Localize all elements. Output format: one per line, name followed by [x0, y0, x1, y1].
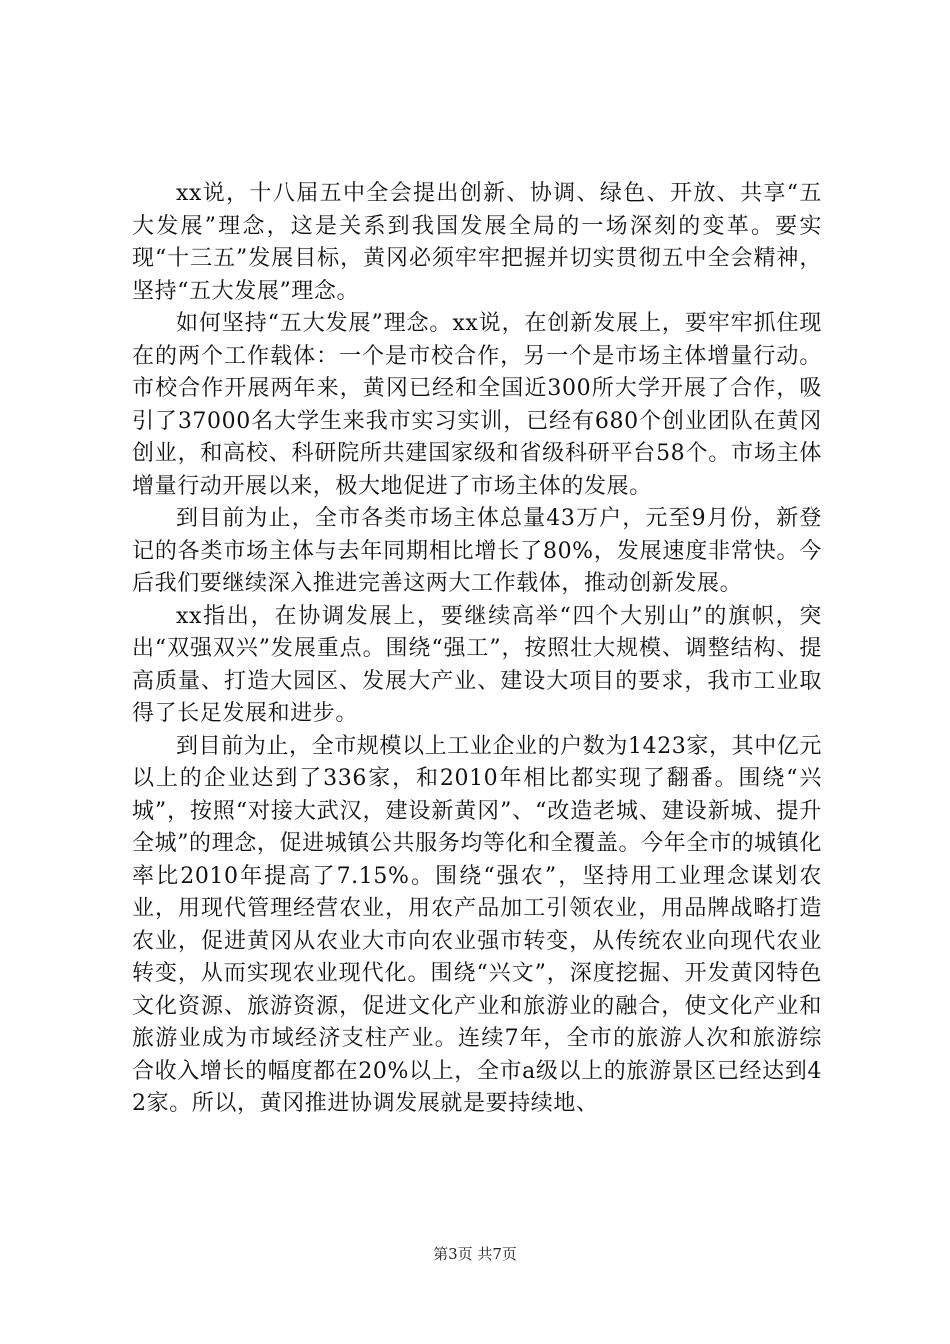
page-number-footer: 第3页 共7页: [433, 1245, 517, 1263]
paragraph: xx说，十八届五中全会提出创新、协调、绿色、开放、共享“五大发展”理念，这是关系到我国发展全局的一场深刻的变革。要实现“十三五”发展目标，黄冈必须牢牢把握并切实贯彻五中全会精神，坚持“五大发展”理念。: [132, 181, 822, 304]
paragraph: 如何坚持“五大发展”理念。xx说，在创新发展上，要牢牢抓住现在的两个工作载体：一个是市校合作，另一个是市场主体增量行动。市校合作开展两年来，黄冈已经和全国近300所大学开展了合作，吸引了37000名大学生来我市实习实训，已经有680个创业团队在黄冈创业，和高校、科研院所共建国家级和省级科研平台58个。市场主体增量行动开展以来，极大地促进了市场主体的发展。: [132, 311, 822, 499]
document-body: [132, 178, 822, 1121]
paragraph: xx指出，在协调发展上，要继续高举“四个大别山”的旗帜，突出“双强双兴”发展重点。围绕“强工”，按照壮大规模、调整结构、提高质量、打造大园区、发展大产业、建设大项目的要求，我市工业取得了长足发展和进步。: [132, 603, 822, 726]
paragraph: 到目前为止，全市规模以上工业企业的户数为1423家，其中亿元以上的企业达到了336家，和2010年相比都实现了翻番。围绕“兴城”，按照“对接大武汉，建设新黄冈”、“改造老城、建设新城、提升全城”的理念，促进城镇公共服务均等化和全覆盖。今年全市的城镇化率比2010年提高了7.15%。围绕“强农”，坚持用工业理念谋划农业，用现代管理经营农业，用农产品加工引领农业，用品牌战略打造农业，促进黄冈从农业大市向农业强市转变，从传统农业向现代农业转变，从而实现农业现代化。围绕“兴文”，深度挖掘、开发黄冈特色文化资源、旅游资源，促进文化产业和旅游业的融合，使文化产业和旅游业成为市域经济支柱产业。连续7年，全市的旅游人次和旅游综合收入增长的幅度都在20%以上，全市a级以上的旅游景区已经达到42家。所以，黄冈推进协调发展就是要持续地、: [132, 733, 822, 1116]
paragraph: 到目前为止，全市各类市场主体总量43万户，元至9月份，新登记的各类市场主体与去年同期相比增长了80%，发展速度非常快。今后我们要继续深入推进完善这两大工作载体，推动创新发展。: [132, 506, 822, 596]
